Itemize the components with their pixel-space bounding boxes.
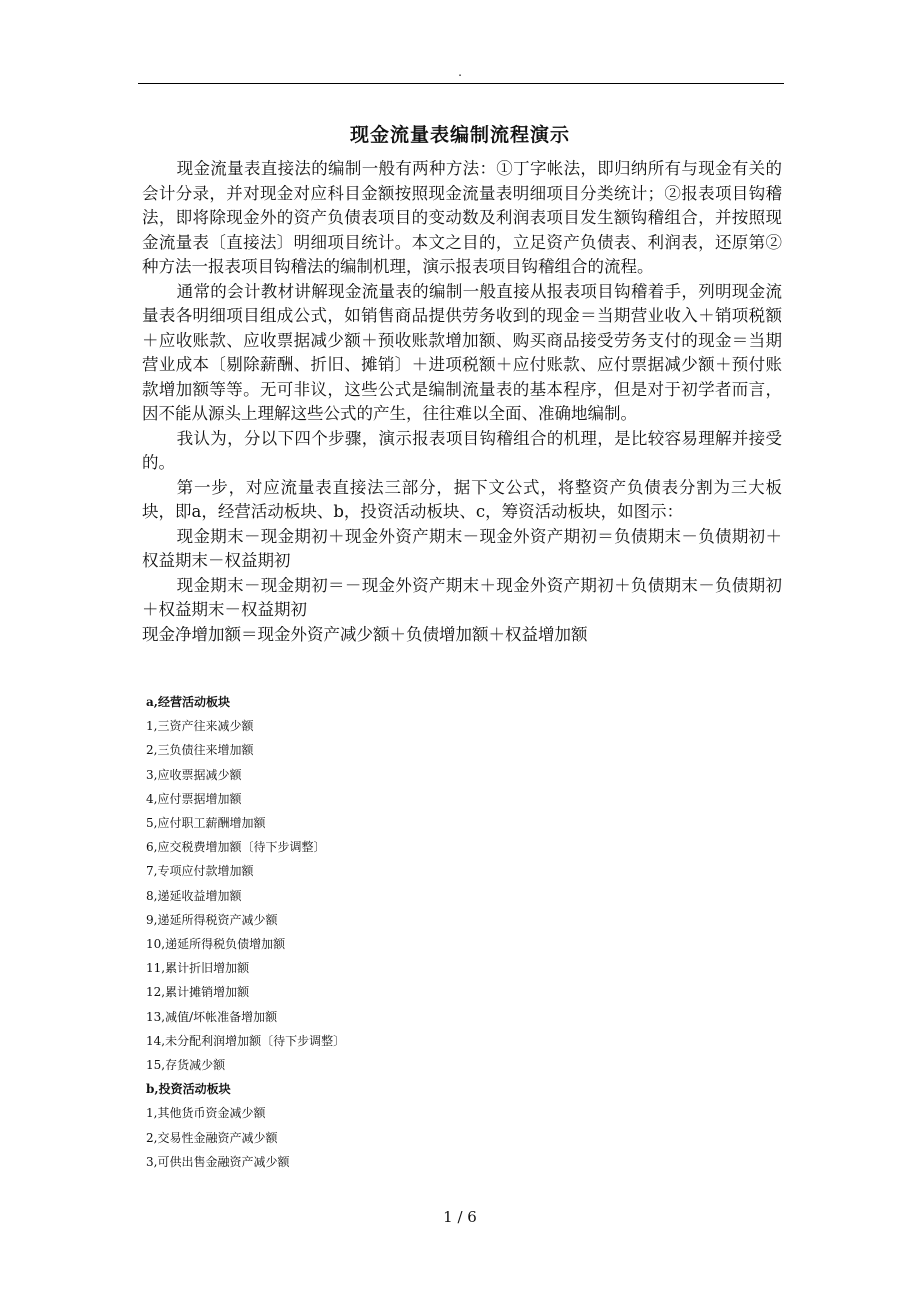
body-text (142, 157, 782, 647)
list-item: 14,未分配利润增加额〔待下步调整〕 (146, 1033, 346, 1048)
activity-list (146, 690, 746, 1174)
list-item: 3,应收票据减少额 (146, 767, 242, 782)
paragraph: 通常的会计教材讲解现金流量表的编制一般直接从报表项目钩稽着手，列明现金流量表各明细项目组成公式，如销售商品提供劳务收到的现金＝当期营业收入＋销项税额＋应收账款、应收票据减少额＋预收账款增加额、购买商品接受劳务支付的现金＝当期营业成本〔剔除薪酬、折旧、摊销〕＋进项税额＋应付账款、应付票据减少额＋预付账款增加额等等。无可非议，这些公式是编制流量表的基本程序，但是对于初学者而言，因不能从源头上理解这些公式的产生，往往难以全面、准确地编制。 (142, 281, 782, 423)
list-item: 10,递延所得税负债增加额 (146, 937, 286, 952)
list-item: 2,交易性金融资产减少额 (146, 1130, 278, 1145)
section-heading-investing: b,投资活动板块 (146, 1082, 231, 1097)
section-heading-operating: a,经营活动板块 (146, 695, 230, 709)
paragraph: 第一步，对应流量表直接法三部分，据下文公式，将整资产负债表分割为三大板块，即a，经营活动板块、b，投资活动板块、c，筹资活动板块，如图示： (142, 477, 782, 521)
list-item: 4,应付票据增加额 (146, 791, 242, 806)
list-item: 9,递延所得税资产减少额 (146, 912, 278, 927)
list-item: 13,减值/坏帐准备增加额 (146, 1009, 278, 1024)
page-number: 1 / 6 (443, 1208, 477, 1226)
page-title: 现金流量表编制流程演示 (349, 124, 570, 146)
paragraph: 现金流量表直接法的编制一般有两种方法：①丁字帐法，即归纳所有与现金有关的会计分录，并对现金对应科目金额按照现金流量表明细项目分类统计；②报表项目钩稽法，即将除现金外的资产负债表项目的变动数及利润表项目发生额钩稽组合，并按照现金流量表〔直接法〕明细项目统计。本文之目的，立足资产负债表、利润表，还原第②种方法一报表项目钩稽法的编制机理，演示报表项目钩稽组合的流程。 (142, 159, 782, 276)
list-item: 1,三资产往来减少额 (146, 719, 254, 734)
formula-line: 现金期末－现金期初＋现金外资产期末－现金外资产期初＝负债期末－负债期初＋权益期末－权益期初 (142, 526, 782, 570)
header-rule (138, 83, 784, 84)
list-item: 12,累计摊销增加额 (146, 985, 250, 1000)
list-item: 7,专项应付款增加额 (146, 864, 254, 879)
formula-line: 现金期末－现金期初＝－现金外资产期末＋现金外资产期初＋负债期末－负债期初＋权益期末－权益期初 (142, 575, 782, 619)
list-item: 6,应交税费增加额〔待下步调整〕 (146, 840, 326, 855)
header-mark: . (458, 65, 462, 79)
list-item: 5,应付职工薪酬增加额 (146, 816, 266, 831)
list-item: 11,累计折旧增加额 (146, 961, 250, 976)
list-item: 15,存货减少额 (146, 1058, 226, 1073)
formula-line: 现金净增加额＝现金外资产减少额＋负债增加额＋权益增加额 (142, 624, 588, 644)
paragraph: 我认为，分以下四个步骤，演示报表项目钩稽组合的机理，是比较容易理解并接受的。 (142, 428, 782, 472)
list-item: 8,递延收益增加额 (146, 888, 242, 903)
list-item: 1,其他货币资金减少额 (146, 1106, 266, 1121)
list-item: 3,可供出售金融资产减少额 (146, 1154, 290, 1169)
list-item: 2,三负债往来增加额 (146, 743, 254, 758)
